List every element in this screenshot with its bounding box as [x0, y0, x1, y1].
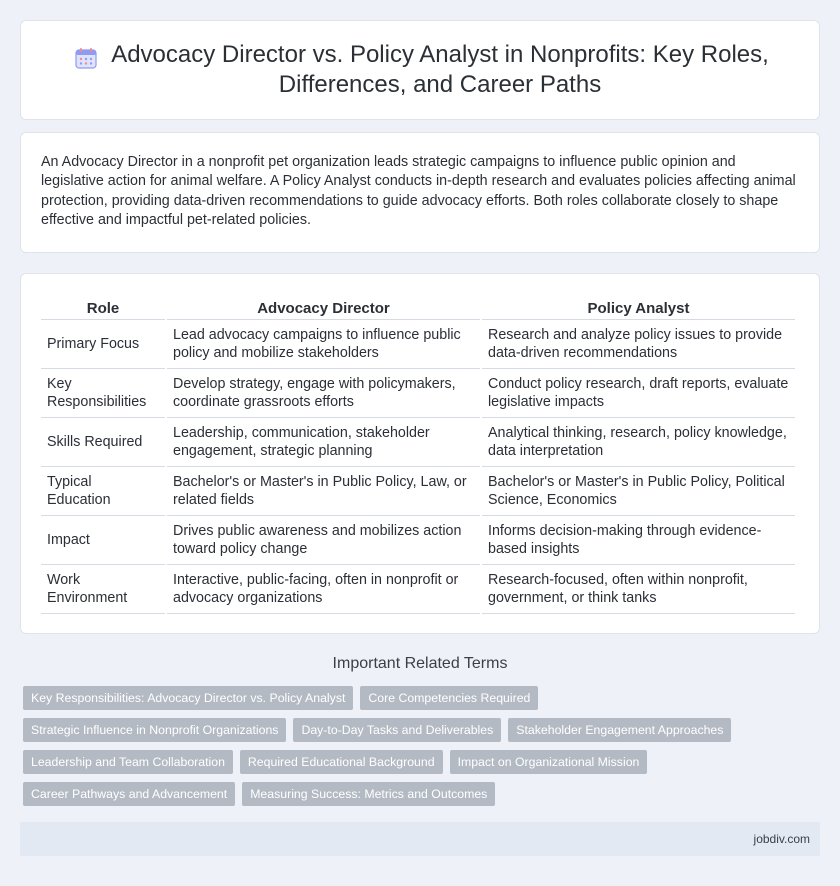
- comparison-table: [39, 294, 797, 614]
- related-terms-tags: [23, 686, 803, 806]
- related-term-tag[interactable]: Core Competencies Required: [360, 686, 538, 710]
- related-term-tag[interactable]: Impact on Organizational Mission: [450, 750, 648, 774]
- table-row: [41, 320, 795, 369]
- table-row: [41, 516, 795, 565]
- related-term-tag[interactable]: Measuring Success: Metrics and Outcomes: [242, 782, 495, 806]
- row-label: Key Responsibilities: [41, 369, 165, 418]
- table-row: [41, 418, 795, 467]
- intro-card: [20, 132, 820, 253]
- column-header-role: Role: [41, 294, 165, 320]
- column-header-advocacy-director: Advocacy Director: [167, 294, 480, 320]
- footer-site-link[interactable]: jobdiv.com: [753, 832, 810, 846]
- table-row: [41, 467, 795, 516]
- related-term-tag[interactable]: Leadership and Team Collaboration: [23, 750, 233, 774]
- related-term-tag[interactable]: Key Responsibilities: Advocacy Director vs. Policy Analyst: [23, 686, 353, 710]
- policy-analyst-cell: Analytical thinking, research, policy knowledge, data interpretation: [482, 418, 795, 467]
- header-card: [20, 20, 820, 120]
- page-title: Advocacy Director vs. Policy Analyst in Nonprofits: Key Roles, Differences, and Career Paths: [111, 41, 769, 98]
- policy-analyst-cell: Research and analyze policy issues to provide data-driven recommendations: [482, 320, 795, 369]
- advocacy-director-cell: Develop strategy, engage with policymakers, coordinate grassroots efforts: [167, 369, 480, 418]
- related-term-tag[interactable]: Required Educational Background: [240, 750, 443, 774]
- table-row: [41, 369, 795, 418]
- intro-paragraph: An Advocacy Director in a nonprofit pet organization leads strategic campaigns to influence public opinion and legislative action for animal welfare. A Policy Analyst conducts in-depth research and evaluates policies affecting animal protection, providing data-driven recommendations to guide advocacy efforts. Both roles collaborate closely to shape effective and impactful pet-related policies.: [41, 154, 796, 228]
- related-term-tag[interactable]: Career Pathways and Advancement: [23, 782, 235, 806]
- footer: [20, 822, 820, 856]
- comparison-table-card: [20, 273, 820, 634]
- row-label: Skills Required: [41, 418, 165, 467]
- advocacy-director-cell: Bachelor's or Master's in Public Policy, Law, or related fields: [167, 467, 480, 516]
- row-label: Primary Focus: [41, 320, 165, 369]
- table-row: [41, 565, 795, 614]
- column-header-policy-analyst: Policy Analyst: [482, 294, 795, 320]
- row-label: Work Environment: [41, 565, 165, 614]
- advocacy-director-cell: Leadership, communication, stakeholder engagement, strategic planning: [167, 418, 480, 467]
- related-term-tag[interactable]: Day-to-Day Tasks and Deliverables: [293, 718, 501, 742]
- policy-analyst-cell: Research-focused, often within nonprofit, government, or think tanks: [482, 565, 795, 614]
- row-label: Typical Education: [41, 467, 165, 516]
- policy-analyst-cell: Conduct policy research, draft reports, evaluate legislative impacts: [482, 369, 795, 418]
- related-terms-title: Important Related Terms: [332, 655, 508, 672]
- policy-analyst-cell: Bachelor's or Master's in Public Policy, Political Science, Economics: [482, 467, 795, 516]
- policy-analyst-cell: Informs decision-making through evidence-based insights: [482, 516, 795, 565]
- related-term-tag[interactable]: Stakeholder Engagement Approaches: [508, 718, 731, 742]
- related-term-tag[interactable]: Strategic Influence in Nonprofit Organizations: [23, 718, 286, 742]
- table-header-row: [41, 294, 795, 320]
- row-label: Impact: [41, 516, 165, 565]
- advocacy-director-cell: Lead advocacy campaigns to influence public policy and mobilize stakeholders: [167, 320, 480, 369]
- advocacy-director-cell: Interactive, public-facing, often in nonprofit or advocacy organizations: [167, 565, 480, 614]
- advocacy-director-cell: Drives public awareness and mobilizes action toward policy change: [167, 516, 480, 565]
